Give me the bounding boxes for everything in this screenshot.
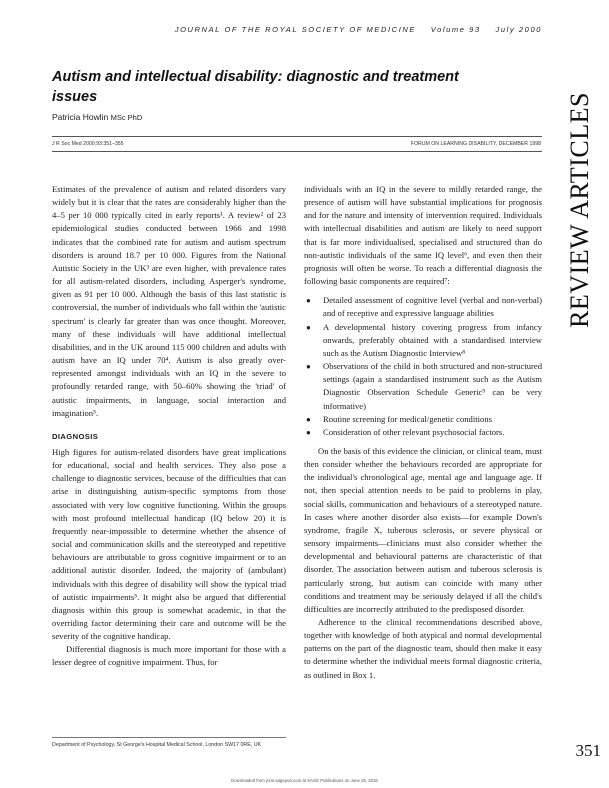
bullet-icon: ● bbox=[306, 322, 311, 332]
bullet-icon: ● bbox=[306, 414, 311, 424]
list-item: ● Observations of the child in both structured and non-structured settings (again a standardised instrument such as the Autism Diagnostic Observation Schedule Generic⁹ can be very informative) bbox=[306, 361, 542, 411]
bullet-icon: ● bbox=[306, 296, 311, 306]
list-item: ● A developmental history covering progress from infancy onwards, preferably obtained with a standardised interview such as the Autism Diagnostic Interview⁸ bbox=[306, 321, 542, 358]
diagnosis-paragraph-2: Differential diagnosis is much more important for those with a lesser degree of cognitive impairment. Thus, for bbox=[52, 644, 286, 668]
header-rule-top bbox=[52, 136, 542, 137]
right-paragraph-3: Adherence to the clinical recommendations described above, together with knowledge of both atypical and normal developmental patterns on the part of the diagnostic team, should then make it easy to determine whether the individual meets formal diagnostic criteria, as outlined in Box 1. bbox=[304, 617, 542, 680]
header-rule-bottom bbox=[52, 151, 542, 152]
list-item: ● Routine screening for medical/genetic conditions bbox=[304, 413, 542, 426]
download-note: Downloaded from jrsm.sagepub.com at SAGE Publications on June 25, 2016 bbox=[231, 778, 378, 783]
right-paragraph-1: individuals with an IQ in the severe to mildly retarded range, the presence of autism will have substantial implications for prognosis and for the nature and intensity of intervention required. Individuals with intellectual disabilities and autism are likely to need support that is far more individualised, specialised and structured than do non-autistic individuals of the same IQ level⁶, and even then their prognosis will often be worse. To reach a differential diagnosis the following basic components are required⁷: bbox=[304, 184, 542, 287]
affiliation-footnote: Department of Psychology, St George's Hospital Medical School, London SW17 0RE, UK bbox=[52, 742, 262, 748]
left-column bbox=[52, 183, 286, 670]
right-paragraph-2: On the basis of this evidence the clinician, or clinical team, must then consider whether the behaviours recorded are appropriate for the individual's chronological age, mental age and language age. If not, then special attention needs to be paid to problems in play, social skills, communication and behaviours of a stereotyped nature. In cases where another disorder also exists—for example Down's syndrome, fragile X, tuberous sclerosis, or severe physical or sensory impairments—clinicians must also consider whether the developmental and behavioural patterns are characteristic of that disorder. The association between autism and tuberous sclerosis is particularly strong, but autism can coincide with many other conditions and treatment may be seriously delayed if all the child's difficulties are incorrectly attributed to the predisposed disorder. bbox=[304, 445, 542, 614]
right-column bbox=[304, 183, 542, 682]
running-header bbox=[175, 25, 542, 34]
page-number: 351 bbox=[575, 741, 601, 760]
diagnosis-paragraph-1: High figures for autism-related disorders have great implications for educational, social and health services. They also pose a challenge to diagnostic services, because of the difficulties that can arise in distinguishing autism-specific symptoms from those associated with very low cognitive functioning. Within the groups with most profound intellectual handicap (IQ below 20) it is frequently near-impossible to determine whether the absence of social and communication skills and the stereotyped and repetitive behaviours are attributable to gross cognitive impairment or to an additional autistic disorder. Indeed, the majority of (ambulant) individuals with this degree of disability will show the typical triad of autistic impairments⁵. It might also be argued that differential diagnosis within this group is somewhat academic, in that the overriding factor determining their care and outcome will be the severity of the cognitive handicap. bbox=[52, 446, 286, 642]
section-heading-diagnosis: DIAGNOSIS bbox=[52, 431, 99, 441]
journal-date: July 2000 bbox=[495, 25, 542, 34]
list-item: ● Detailed assessment of cognitive level (verbal and non-verbal) and of receptive and expressive language abilities bbox=[306, 295, 542, 319]
diagnostic-components-list bbox=[304, 294, 542, 439]
forum-series: FORUM ON LEARNING DISABILITY, DECEMBER 1998 bbox=[410, 141, 541, 147]
journal-volume: Volume 93 bbox=[430, 25, 481, 34]
author-degrees: MSc PhD bbox=[110, 113, 143, 122]
article-title: Autism and intellectual disability: diagnostic and treatment issues bbox=[52, 69, 459, 105]
intro-paragraph: Estimates of the prevalence of autism and related disorders vary widely but it is clear that the rates are considerably higher than the 4–5 per 10 000 typically cited in early reports¹. A review² of 23 epidemiological studies conducted between 1966 and 1998 indicates that the combined rate for autism and autism spectrum disorders is around 18.7 per 10 000. Figures from the National Autistic Society in the UK³ are even higher, with prevalence rates for all autism-related disorders, including Asperger's syndrome, given as 91 per 10 000. Although the basis of this last statistic is controversial, the number of individuals who fall within the 'autistic spectrum' is clearly far greater than was once thought. Moreover, many of these individuals will have additional intellectual disabilities, and in the UK around 115 000 children and adults with autism have an IQ under 70⁴. Autism is also greatly over-represented amongst individuals with an IQ in the severe to profoundly retarded range, with 50–60% showing the 'triad' of autistic impairments, in language, social interaction and imagination⁵. bbox=[52, 184, 286, 418]
bullet-icon: ● bbox=[306, 427, 311, 437]
journal-name: JOURNAL OF THE ROYAL SOCIETY OF MEDICINE bbox=[174, 25, 416, 34]
citation: J R Soc Med 2000;93:351–355 bbox=[52, 141, 124, 147]
list-item: ● Consideration of other relevant psychosocial factors. bbox=[304, 426, 542, 439]
bullet-icon: ● bbox=[306, 362, 311, 372]
section-label: REVIEW ARTICLES bbox=[565, 92, 594, 328]
author-name: Patricia Howlin bbox=[52, 112, 109, 122]
author-line bbox=[52, 112, 142, 122]
footnote-rule bbox=[52, 737, 286, 738]
